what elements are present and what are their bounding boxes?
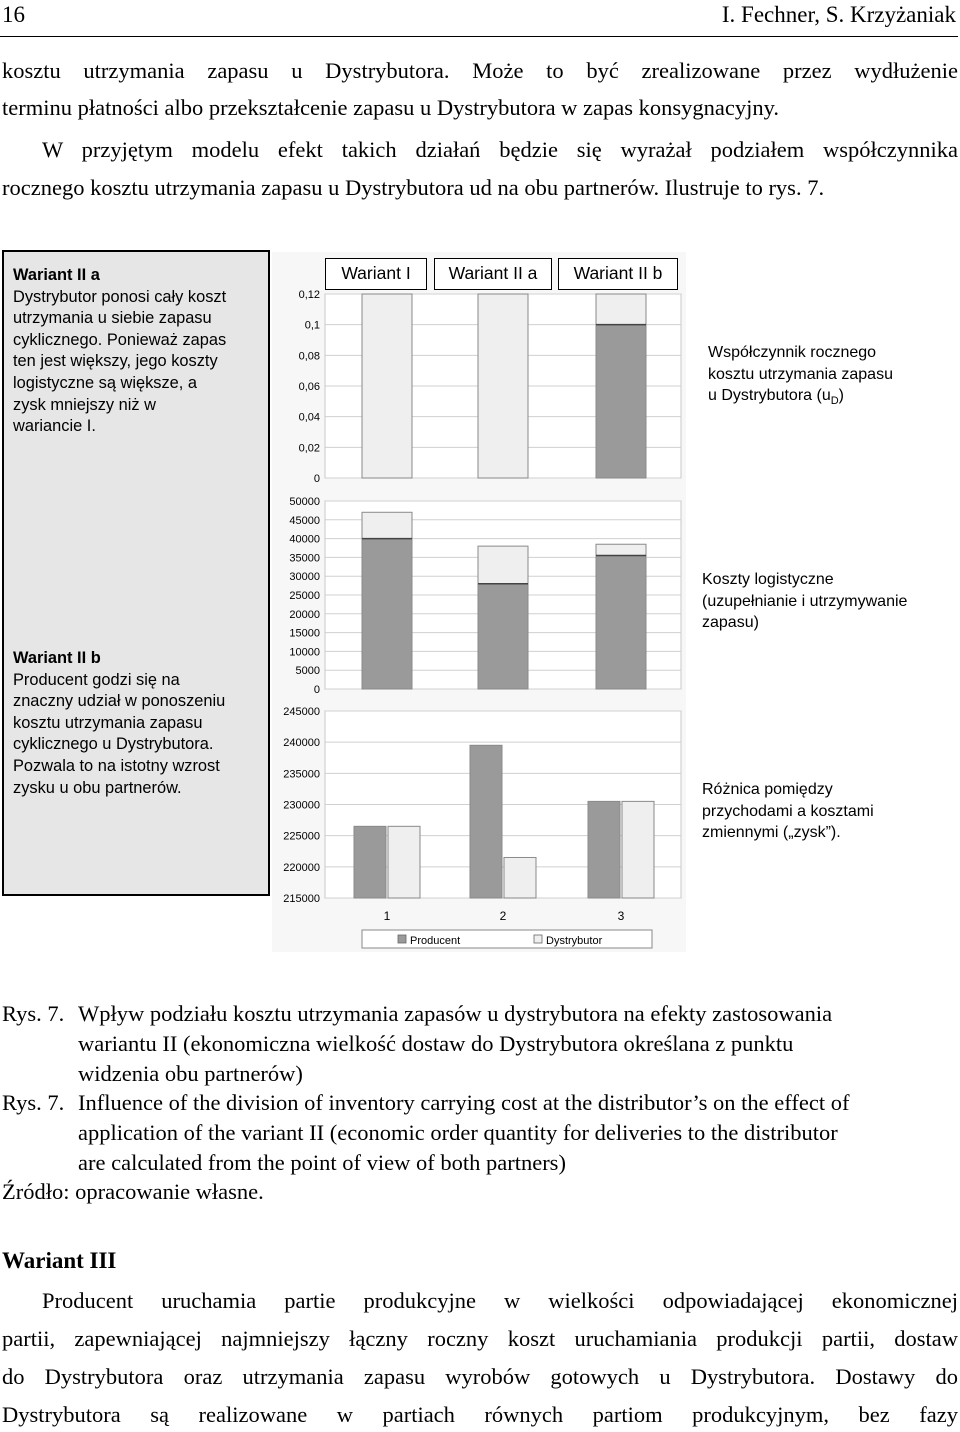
page-number: 16	[2, 2, 25, 27]
legend-label-producent: Producent	[410, 935, 461, 947]
section-line: do Dystrybutora oraz utrzymania zapasu wyrobów gotowych u Dystrybutora. Dostawy do	[2, 1364, 958, 1389]
profit-chart-bar-dystrybutor	[504, 857, 536, 898]
running-head-authors: I. Fechner, S. Krzyżaniak	[721, 2, 956, 27]
profit-chart-legend	[362, 930, 652, 948]
section-line: partii, zapewniającej najmniejszy łączny roczny koszt uruchamiania produkcji partii, dostaw	[2, 1326, 958, 1351]
coefficient-chart-bar-producent	[596, 325, 646, 478]
logistic-costs-chart-tick-label: 25000	[289, 590, 320, 602]
coefficient-label-suffix: )	[838, 387, 844, 405]
profit-chart-tick-label: 225000	[283, 830, 320, 843]
profit-chart-bar-producent	[588, 801, 620, 898]
section-line: Producent uruchamia partie produkcyjne w wielkości odpowiadającej ekonomicznej	[42, 1288, 958, 1313]
profit-chart-bar-producent	[354, 826, 386, 898]
profit-chart-category-label: 2	[499, 909, 507, 923]
variant-iia-line: cyklicznego. Ponieważ zapas	[13, 330, 227, 349]
legend-swatch-dystrybutor	[534, 935, 542, 943]
variant-iia-title: Wariant II a	[13, 266, 100, 284]
intro-line: kosztu utrzymania zapasu u Dystrybutora. Może to być zrealizowane przez wydłużenie	[2, 58, 958, 83]
profit-chart-bar-dystrybutor	[622, 801, 654, 898]
variant-iia-line: Dystrybutor ponosi cały koszt	[13, 287, 227, 306]
caption-en-label: Rys. 7.	[2, 1090, 65, 1115]
intro-line: rocznego kosztu utrzymania zapasu u Dystrybutora ud na obu partnerów. Ilustruje to rys. 7.	[2, 175, 825, 200]
legend-swatch-producent	[398, 935, 406, 943]
logistic-costs-chart-bar-producent	[362, 539, 412, 689]
caption-pl-line: widzenia obu partnerów)	[78, 1061, 303, 1086]
coefficient-chart-bar-dystrybutor	[478, 294, 528, 478]
profit-line: Różnica pomiędzy	[702, 781, 833, 798]
logistic-costs-line: zapasu)	[702, 614, 759, 632]
legend-label-dystrybutor: Dystrybutor	[546, 935, 603, 947]
logistic-costs-chart-tick-label: 20000	[289, 608, 320, 621]
logistic-costs-chart-tick-label: 35000	[289, 552, 320, 565]
coefficient-chart-bar-dystrybutor	[362, 294, 412, 478]
intro-line: W przyjętym modelu efekt takich działań będzie się wyrażał podziałem współczynnika	[42, 137, 958, 162]
variant-label-iia: Wariant II a	[434, 258, 552, 290]
caption-pl-line: wariantu II (ekonomiczna wielkość dostaw do Dystrybutora określana z punktu	[78, 1031, 794, 1056]
intro-line: terminu płatności albo przekształcenie zapasu u Dystrybutora w zapas konsygnacyjny.	[2, 95, 780, 120]
profit-label	[702, 779, 874, 844]
profit-chart-tick-label: 220000	[283, 861, 320, 874]
profit-chart-tick-label: 245000	[283, 706, 320, 718]
coefficient-label-line: kosztu utrzymania zapasu	[708, 365, 893, 383]
variant-iib-line: zysku u obu partnerów.	[13, 778, 182, 797]
coefficient-chart-tick-label: 0,02	[298, 442, 320, 455]
variant-iib-line: Pozwala to na istotny wzrost	[13, 756, 220, 775]
profit-chart-tick-label: 235000	[283, 768, 320, 781]
caption-en-line: application of the variant II (economic order quantity for deliveries to the distributor	[78, 1120, 838, 1145]
caption-en-line: Influence of the division of inventory carrying cost at the distributor’s on the effect of	[78, 1090, 850, 1115]
profit-chart-category-label: 3	[617, 909, 625, 923]
logistic-costs-chart-tick-label: 15000	[289, 627, 320, 640]
profit-chart-category-label: 1	[383, 909, 391, 923]
coefficient-chart-tick-label: 0,04	[298, 411, 320, 424]
coefficient-chart-tick-label: 0,1	[304, 319, 320, 332]
logistic-costs-chart-tick-label: 10000	[289, 646, 320, 659]
variant-iib-title: Wariant II b	[13, 649, 101, 667]
variant-iib-line: cyklicznego u Dystrybutora.	[13, 735, 214, 754]
profit-chart-tick-label: 240000	[283, 737, 320, 750]
profit-chart-bar-producent	[470, 745, 502, 898]
profit-chart-tick-label: 215000	[283, 893, 320, 905]
coefficient-chart-tick-label: 0	[313, 473, 320, 485]
profit-line: zmiennymi („zysk”).	[702, 824, 841, 842]
coefficient-chart-tick-label: 0,06	[298, 381, 320, 393]
logistic-costs-line: (uzupełnianie i utrzymywanie	[702, 592, 908, 610]
logistic-costs-chart-tick-label: 50000	[289, 496, 320, 508]
section-line: Dystrybutora są realizowane w partiach równych partiom produkcyjnym, bez fazy	[2, 1402, 958, 1427]
logistic-costs-chart-tick-label: 5000	[295, 665, 320, 678]
coefficient-label-text: u Dystrybutora (u	[708, 387, 831, 405]
coefficient-label	[708, 342, 893, 413]
logistic-costs-label	[702, 569, 907, 634]
logistic-costs-chart-bar-dystrybutor	[596, 544, 646, 555]
coefficient-chart-tick-label: 0,12	[298, 289, 320, 301]
logistic-costs-chart-bar-dystrybutor	[478, 546, 528, 584]
logistic-costs-chart-bar-producent	[478, 584, 528, 689]
coefficient-chart-bar-dystrybutor	[596, 294, 646, 325]
logistic-costs-chart-tick-label: 30000	[289, 571, 320, 584]
coefficient-label-line	[708, 385, 893, 413]
caption-pl-line: Wpływ podziału kosztu utrzymania zapasów u dystrybutora na efekty zastosowania	[78, 1001, 833, 1026]
variant-iib-line: znaczny udział w ponoszeniu	[13, 692, 226, 711]
logistic-costs-chart-bar-producent	[596, 556, 646, 689]
section-heading: Wariant III	[2, 1248, 117, 1273]
logistic-costs-chart-bar-dystrybutor	[362, 512, 412, 538]
variant-iia-line: logistyczne są większe, a	[13, 373, 198, 392]
variant-iib-line: Producent godzi się na	[13, 670, 180, 689]
variant-iia-line: ten jest większy, jego koszty	[13, 352, 218, 371]
logistic-costs-chart-tick-label: 40000	[289, 533, 320, 546]
variant-label-iib: Wariant II b	[558, 258, 678, 290]
profit-chart-tick-label: 230000	[283, 799, 320, 812]
variant-iia-line: utrzymania u siebie zapasu	[13, 309, 212, 328]
profit-chart-bar-dystrybutor	[388, 826, 420, 898]
caption-en-line: are calculated from the point of view of both partners)	[78, 1150, 566, 1175]
variant-label-i: Wariant I	[325, 258, 427, 290]
variant-iib-line: kosztu utrzymania zapasu	[13, 713, 203, 732]
caption-pl-label: Rys. 7.	[2, 1001, 65, 1026]
logistic-costs-chart-tick-label: 45000	[289, 514, 320, 527]
variant-iia-line: wariancie I.	[13, 417, 96, 436]
coefficient-chart-tick-label: 0,08	[298, 350, 320, 363]
profit-line: przychodami a kosztami	[702, 802, 874, 820]
figure-source: Źródło: opracowanie własne.	[2, 1179, 264, 1204]
coefficient-label-line: Współczynnik rocznego	[708, 344, 877, 361]
logistic-costs-line: Koszty logistyczne	[702, 571, 834, 588]
logistic-costs-chart-tick-label: 0	[313, 684, 320, 696]
coefficient-subscript: D	[830, 395, 839, 408]
variant-iia-line: zysk mniejszy niż w	[13, 395, 156, 414]
